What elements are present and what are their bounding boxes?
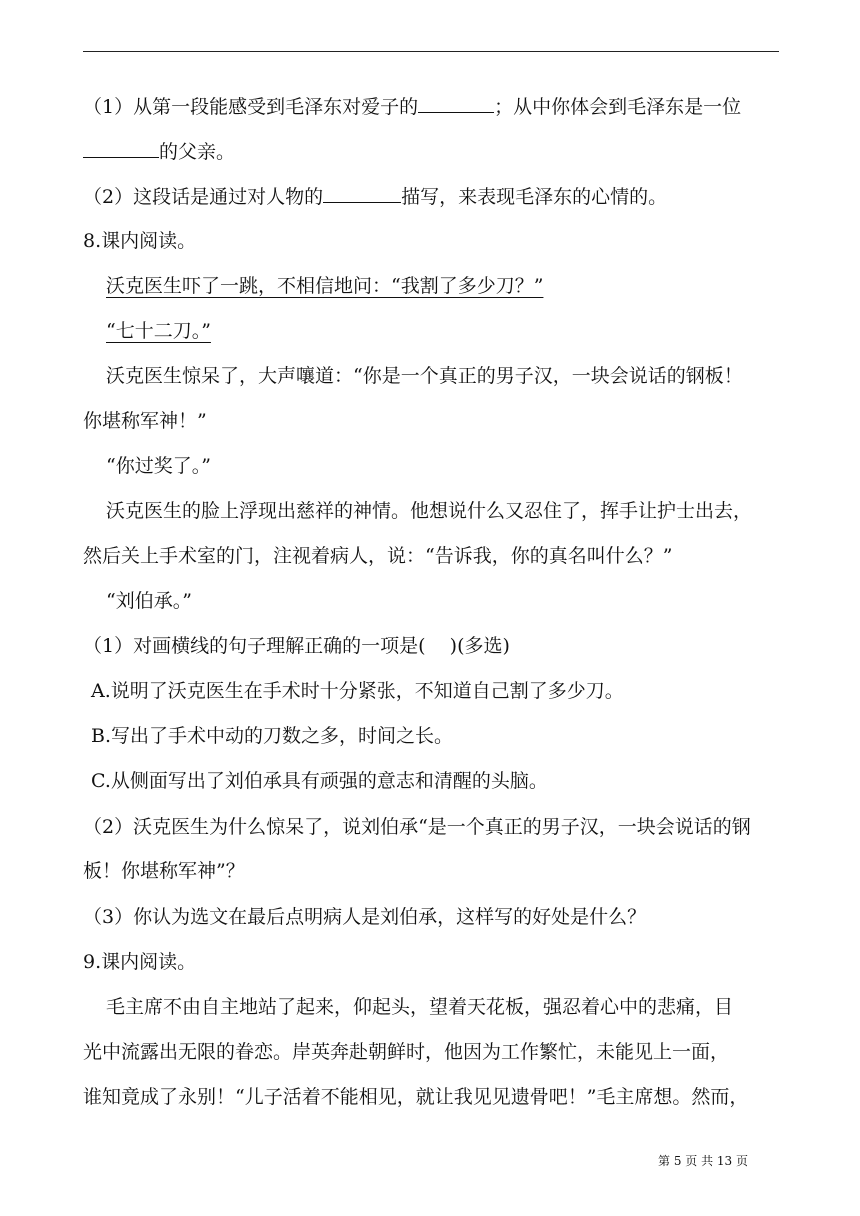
q8-paragraph-3-cont: 你堪称军神！”: [83, 410, 207, 432]
q7-sub1-line2: 的父亲。: [83, 139, 783, 164]
q8-underlined-sentence-2: “七十二刀。”: [106, 320, 211, 342]
q8-paragraph-6: “刘伯承。”: [106, 590, 192, 612]
header-rule: [83, 51, 779, 52]
q8-title: 8.课内阅读。: [83, 230, 197, 252]
option-c[interactable]: C.从侧面写出了刘伯承具有顽强的意志和清醒的头脑。: [91, 770, 548, 792]
answer-blank[interactable]: [83, 139, 159, 158]
answer-blank[interactable]: [418, 94, 494, 113]
q8-underlined-sentence-1: 沃克医生吓了一跳，不相信地问：“我割了多少刀？”: [106, 275, 544, 297]
option-b[interactable]: B.写出了手术中动的刀数之多，时间之长。: [91, 725, 454, 747]
q8-subquestion-3: （3）你认为选文在最后点明病人是刘伯承，这样写的好处是什么？: [83, 906, 647, 928]
q9-paragraph-1-cont2: 谁知竟成了永别！“儿子活着不能相见，就让我见见遗骨吧！”毛主席想。然而，: [83, 1086, 749, 1108]
q9-title: 9.课内阅读。: [83, 951, 197, 973]
option-a[interactable]: A.说明了沃克医生在手术时十分紧张，不知道自己割了多少刀。: [91, 680, 624, 702]
q9-paragraph-1: 毛主席不由自主地站了起来，仰起头，望着天花板，强忍着心中的悲痛，目: [106, 996, 734, 1018]
q8-subquestion-2: （2）沃克医生为什么惊呆了，说刘伯承“是一个真正的男子汉，一块会说话的钢: [83, 816, 751, 838]
q8-paragraph-4: “你过奖了。”: [106, 455, 211, 477]
q7-sub1-line1: （1）从第一段能感受到毛泽东对爱子的 ；从中你体会到毛泽东是一位: [83, 96, 742, 118]
q8-paragraph-3: 沃克医生惊呆了，大声嚷道：“你是一个真正的男子汉，一块会说话的钢板！: [106, 365, 743, 387]
answer-blank[interactable]: [323, 184, 401, 203]
q8-subquestion-2-cont: 板！你堪称军神”？: [83, 860, 245, 882]
q9-paragraph-1-cont: 光中流露出无限的眷恋。岸英奔赴朝鲜时，他因为工作繁忙，未能见上一面，: [83, 1041, 730, 1063]
q7-sub2: （2）这段话是通过对人物的 描写，来表现毛泽东的心情的。: [83, 186, 668, 208]
q8-paragraph-5-cont: 然后关上手术室的门，注视着病人，说：“告诉我，你的真名叫什么？”: [83, 545, 673, 567]
page-number: 第 5 页 共 13 页: [658, 1154, 748, 1168]
q8-paragraph-5: 沃克医生的脸上浮现出慈祥的神情。他想说什么又忍住了，挥手让护士出去，: [106, 500, 753, 522]
q8-subquestion-1: （1）对画横线的句子理解正确的一项是( )(多选): [83, 635, 510, 657]
